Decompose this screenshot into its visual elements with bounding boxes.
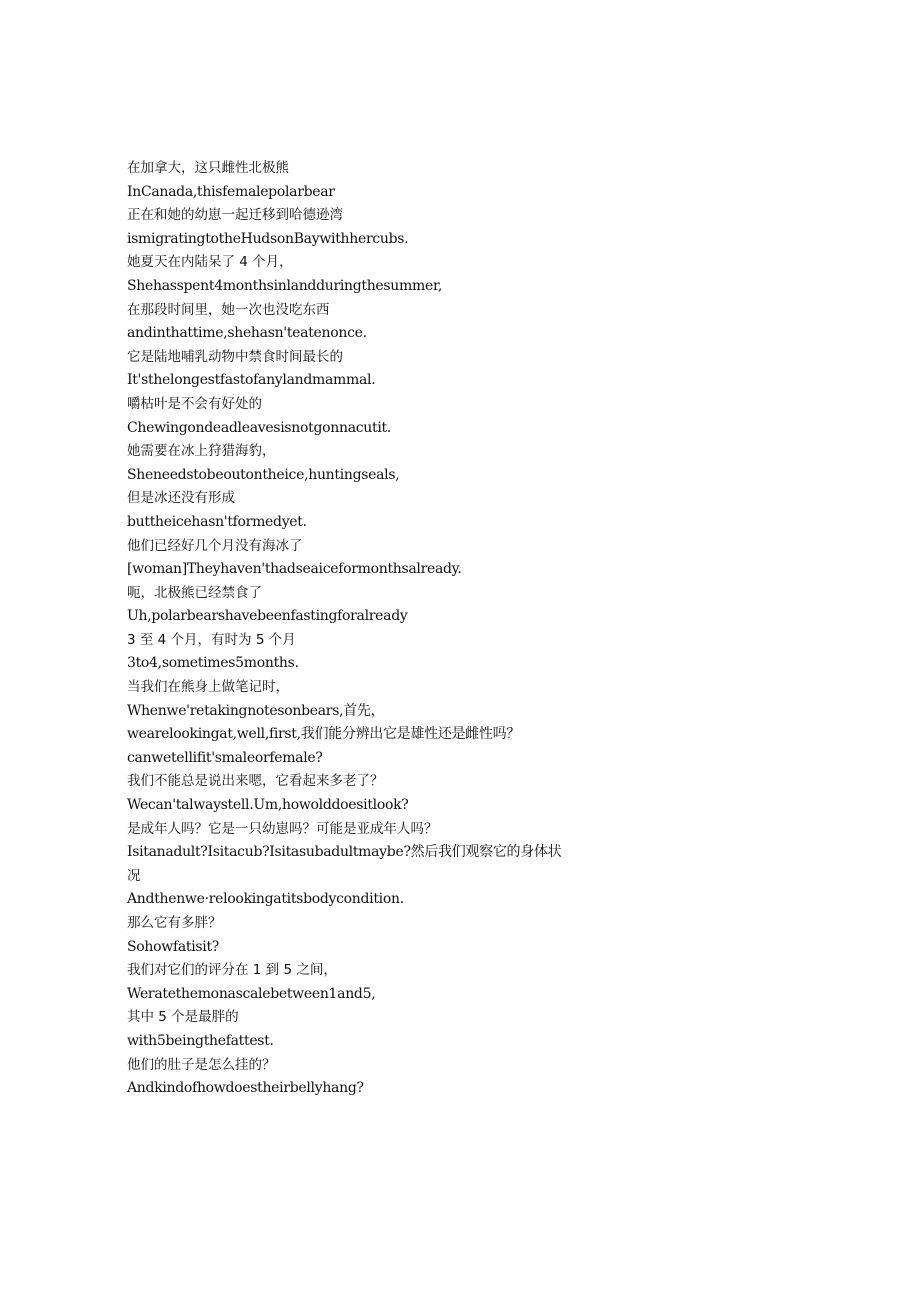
transcript-line-en: andinthattime,shehasn'teatenonce. [127, 325, 367, 342]
transcript-line-en: ismigratingtotheHudsonBaywithhercubs. [127, 230, 409, 247]
transcript-line-en: Wecan'talwaystell.Um,howolddoesitlook? [127, 797, 409, 814]
transcript-line-en: Weratethemonascalebetween1and5, [127, 985, 376, 1002]
transcript-line-zh: 他们的肚子是怎么挂的？ [127, 1056, 276, 1073]
transcript-text [127, 157, 587, 1101]
transcript-line-zh: 那么它有多胖？ [127, 915, 222, 931]
transcript-line-en: with5beingthefattest. [127, 1032, 274, 1049]
transcript-line-zh: 但是冰还没有形成 [127, 490, 235, 507]
transcript-line-en: InCanada,thisfemalepolarbear [127, 183, 335, 200]
transcript-line-zh: 她夏天在内陆呆了 4 个月， [127, 254, 293, 271]
transcript-line-zh: 他们已经好几个月没有海冰了 [127, 537, 303, 554]
transcript-line-en: Chewingondeadleavesisnotgonnacutit. [127, 419, 391, 436]
transcript-line-zh: 其中 5 个是最胖的 [127, 1009, 239, 1026]
transcript-line-en: Whenwe'retakingnotesonbears,首先， [127, 702, 385, 719]
transcript-line-en: Sheneedstobeoutontheice,huntingseals, [127, 466, 400, 483]
transcript-line-en: Isitanadult?Isitacub?Isitasubadultmaybe?然后我们观察它的身体状 [127, 844, 562, 861]
transcript-line-en: It'sthelongestfastofanylandmammal. [127, 372, 376, 389]
transcript-line-zh: 当我们在熊身上做笔记时， [127, 679, 289, 696]
transcript-line-en: Uh,polarbearshavebeenfastingforalready [127, 608, 408, 625]
transcript-line-en: 3to4,sometimes5months. [127, 655, 299, 672]
transcript-line-en: Sohowfatisit? [127, 938, 219, 955]
transcript-line-zh: 它是陆地哺乳动物中禁食时间最长的 [127, 348, 343, 365]
transcript-line-zh: 况 [127, 867, 141, 884]
transcript-line-en: [woman]Theyhaven'thadseaiceformonthsalready. [127, 561, 462, 578]
transcript-line-en: buttheicehasn'tformedyet. [127, 513, 307, 530]
transcript-line-zh: 是成年人吗？它是一只幼崽吗？可能是亚成年人吗？ [127, 820, 438, 837]
transcript-line-zh: 她需要在冰上狩猎海豹， [127, 443, 276, 460]
transcript-line-zh: 我们对它们的评分在 1 到 5 之间， [127, 962, 337, 979]
transcript-line-en: Andkindofhowdoestheirbellyhang? [127, 1080, 364, 1097]
transcript-line-en: Shehasspent4monthsinlandduringthesummer, [127, 277, 442, 294]
transcript-line-zh: 正在和她的幼崽一起迁移到哈德逊湾 [127, 207, 343, 224]
transcript-line-zh: 3 至 4 个月，有时为 5 个月 [127, 631, 296, 648]
transcript-line-en: wearelookingat,well,first,我们能分辨出它是雄性还是雌性吗？ [127, 726, 520, 743]
transcript-line-zh: 在加拿大，这只雌性北极熊 [127, 160, 289, 176]
transcript-line-zh: 呃，北极熊已经禁食了 [127, 584, 262, 601]
transcript-line-zh: 嚼枯叶是不会有好处的 [127, 395, 262, 412]
transcript-line-zh: 在那段时间里，她一次也没吃东西 [127, 301, 330, 318]
transcript-line-en: Andthenwe·relookingatitsbodycondition. [127, 891, 404, 908]
transcript-line-zh: 我们不能总是说出来嗯，它看起来多老了？ [127, 773, 384, 790]
transcript-line-en: canwetellifit'smaleorfemale? [127, 749, 323, 766]
